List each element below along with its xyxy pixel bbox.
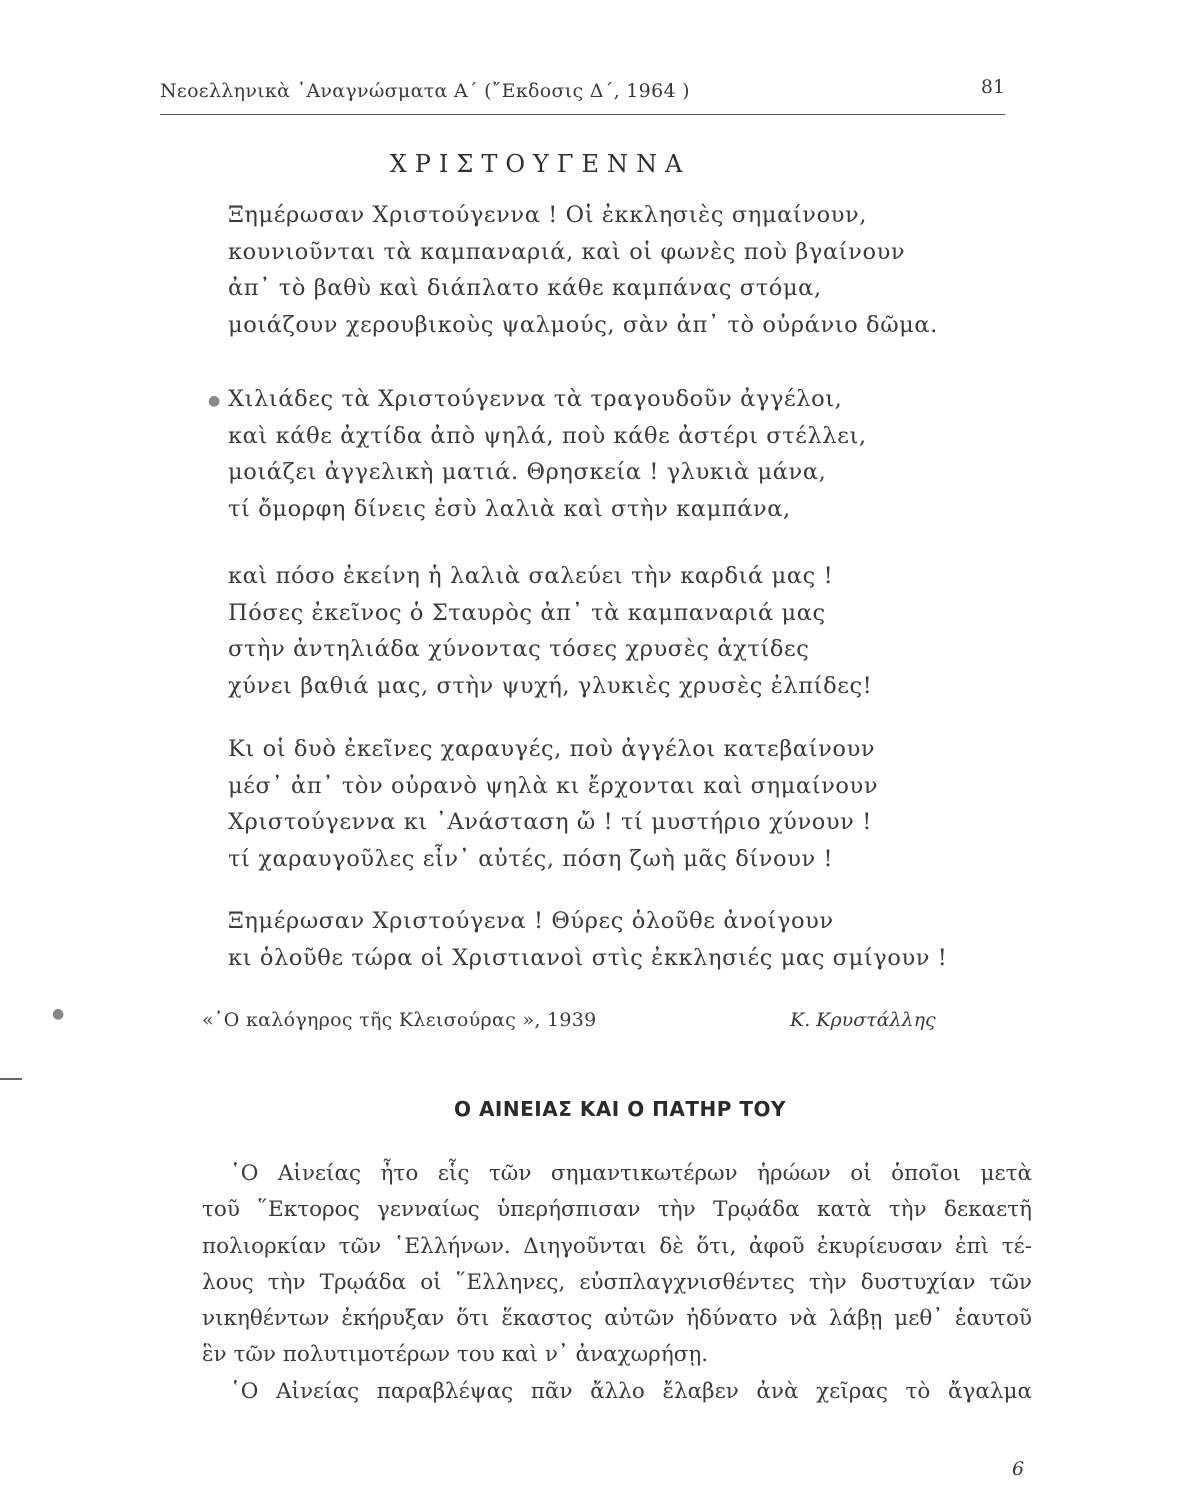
verse-line: χύνει βαθιά μας, στὴν ψυχή, γλυκιὲς χρυσὲς ἐλπίδες! bbox=[228, 672, 873, 699]
verse-line: καὶ κάθε ἀχτίδα ἀπὸ ψηλά, ποὺ κάθε ἀστέρι στέλλει, bbox=[228, 422, 867, 449]
margin-mark: ● bbox=[208, 393, 221, 409]
prose-line: νικηθέντων ἐκήρυξαν ὅτι ἕκαστος αὐτῶν ἠδύνατο νὰ λάβῃ μεθ᾿ ἑαυτοῦ bbox=[202, 1306, 1032, 1332]
stanza bbox=[228, 731, 1028, 877]
verse-line: Ξημέρωσαν Χριστούγεννα ! Οἱ ἐκκλησιὲς σημαίνουν, bbox=[228, 202, 868, 228]
prose-line: τοῦ ῞Εκτορος γενναίως ὑπερήσπισαν τὴν Τρῳάδα κατὰ τὴν δεκαετῆ bbox=[202, 1197, 1032, 1223]
verse-line: μέσ᾿ ἀπ᾿ τὸν οὐρανὸ ψηλὰ κι ἔρχονται καὶ σημαίνουν bbox=[228, 772, 879, 799]
verse-line: Χριστούγεννα κι ᾿Ανάσταση ὤ ! τί μυστήριο χύνουν ! bbox=[228, 809, 872, 835]
stanza bbox=[228, 903, 1028, 976]
margin-mark: ● bbox=[52, 1006, 65, 1022]
verse-line: μοιάζει ἀγγελικὴ ματιά. Θρησκεία ! γλυκιὰ μάνα, bbox=[228, 459, 827, 485]
prose-title: Ο ΑΙΝΕΙΑΣ ΚΑΙ Ο ΠΑΤΗΡ ΤΟΥ bbox=[453, 1097, 787, 1121]
verse-line: Ξημέρωσαν Χριστούγενα ! Θύρες ὁλοῦθε ἀνοίγουν bbox=[228, 908, 834, 934]
verse-line: καὶ πόσο ἐκείνη ἡ λαλιὰ σαλεύει τὴν καρδιά μας ! bbox=[228, 563, 834, 589]
verse-line: ἀπ᾿ τὸ βαθὺ καὶ διάπλατο κάθε καμπάνας στόμα, bbox=[228, 275, 822, 301]
verse-line: μοιάζουν χερουβικοὺς ψαλμούς, σὰν ἀπ᾿ τὸ οὐράνιο δῶμα. bbox=[228, 311, 938, 338]
verse-line: κι ὁλοῦθε τώρα οἱ Χριστιανοὶ στὶς ἐκκλησιές μας σμίγουν ! bbox=[228, 944, 948, 971]
header-rule bbox=[160, 114, 1005, 115]
poem-author: Κ. Κρυστάλλης bbox=[790, 1009, 936, 1031]
prose-line: λους τὴν Τρῳάδα οἱ ῞Ελληνες, εὐσπλαγχνισθέντες τὴν δυστυχίαν τῶν bbox=[202, 1269, 1032, 1295]
verse-line: Χιλιάδες τὰ Χριστούγεννα τὰ τραγουδοῦν ἀγγέλοι, bbox=[228, 386, 843, 412]
margin-tick bbox=[0, 1078, 22, 1080]
page-number: 81 bbox=[980, 76, 1005, 98]
poem-source: «῾Ο καλόγηρος τῆς Κλεισούρας », 1939 bbox=[202, 1009, 597, 1031]
prose-line: πολιορκίαν τῶν ῾Ελλήνων. Διηγοῦνται δὲ ὅτι, ἀφοῦ ἐκυρίευσαν ἐπὶ τέ- bbox=[202, 1233, 1032, 1259]
verse-line: Κι οἱ δυὸ ἐκεῖνες χαραυγές, ποὺ ἀγγέλοι κατεβαίνουν bbox=[228, 736, 876, 762]
stanza bbox=[228, 381, 1028, 527]
verse-line: Πόσες ἐκεῖνος ὁ Σταυρὸς ἀπ᾿ τὰ καμπαναριά μας bbox=[228, 599, 826, 626]
verse-line: στὴν ἀντηλιάδα χύνοντας τόσες χρυσὲς ἀχτίδες bbox=[228, 636, 810, 662]
prose-line: ἓν τῶν πολυτιμοτέρων του καὶ ν᾿ ἀναχωρήσῃ. bbox=[202, 1342, 709, 1368]
page-header bbox=[160, 74, 1005, 108]
stanza bbox=[228, 558, 1028, 704]
stanza bbox=[228, 197, 1028, 343]
prose-line: ῾Ο Αἰνείας ἦτο εἷς τῶν σημαντικωτέρων ἡρώων οἱ ὁποῖοι μετὰ bbox=[230, 1161, 1032, 1186]
verse-line: τί χαραυγοῦλες εἶν᾿ αὐτές, πόση ζωὴ μᾶς δίνουν ! bbox=[228, 845, 834, 872]
poem-title: ΧΡΙΣΤΟΥΓΕΝΝΑ bbox=[389, 150, 691, 178]
verse-line: τί ὄμορφη δίνεις ἐσὺ λαλιὰ καὶ στὴν καμπάνα, bbox=[228, 495, 791, 522]
signature-mark: 6 bbox=[1012, 1458, 1025, 1480]
running-title: Νεοελληνικὰ ᾿Αναγνώσματα Α΄ (῎Εκδοσις Δ΄, 1964 ) bbox=[160, 80, 690, 102]
prose-line: ῾Ο Αἰνείας παραβλέψας πᾶν ἄλλο ἔλαβεν ἀνὰ χεῖρας τὸ ἄγαλμα bbox=[230, 1378, 1032, 1404]
prose-body bbox=[202, 1156, 1032, 1410]
verse-line: κουνιοῦνται τὰ καμπαναριά, καὶ οἱ φωνὲς ποὺ βγαίνουν bbox=[228, 238, 906, 265]
